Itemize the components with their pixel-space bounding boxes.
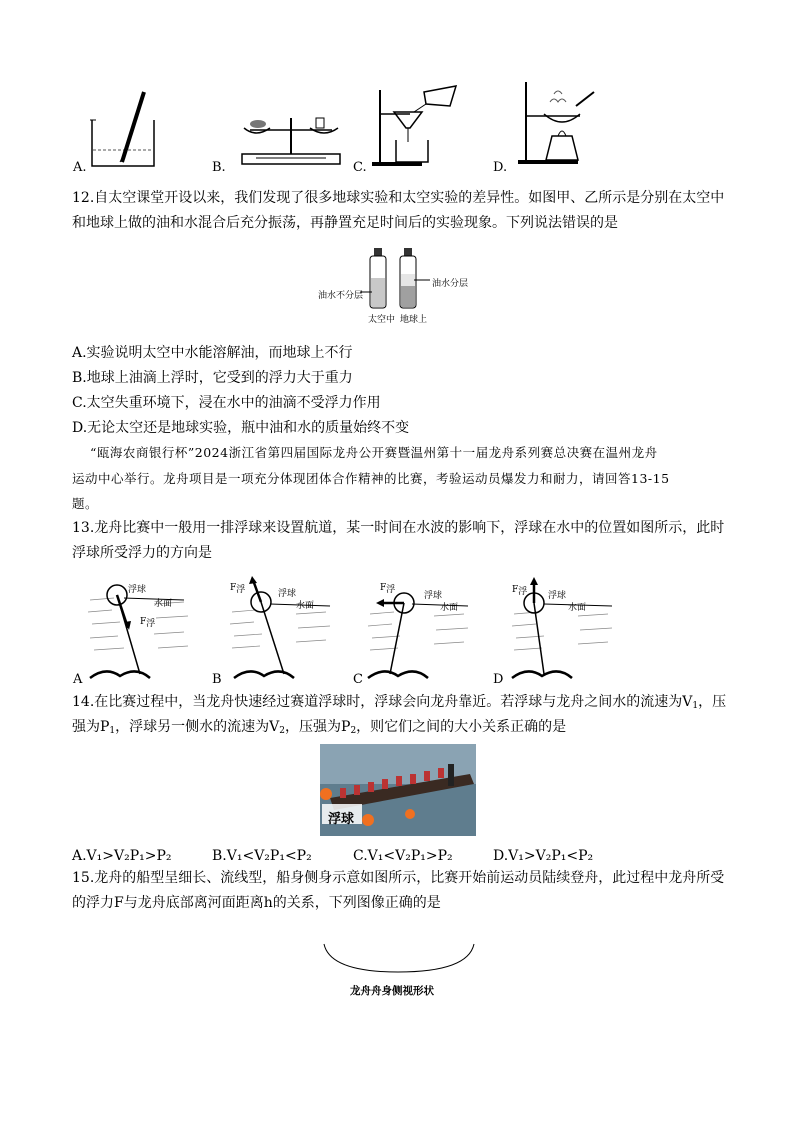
q13-b-ball-label: 浮球	[278, 589, 297, 599]
passage-line1: “瓯海农商银行杯”2024浙江省第四届国际龙舟公开赛暨温州第十一届龙舟系列赛总决赛在温州龙舟	[90, 445, 658, 460]
q13-a-force-label: F浮	[140, 617, 156, 629]
q13-option-c[interactable]: C	[353, 672, 363, 687]
q13-b-force-label: F浮	[230, 583, 246, 595]
q15-stem-line2: 的浮力F与龙舟底部离河面距离h的关系，下列图像正确的是	[72, 895, 441, 911]
q13-d-water-label: 水面	[568, 603, 587, 613]
q12-option-d[interactable]: D.无论太空还是地球实验，瓶中油和水的质量始终不变	[72, 420, 410, 436]
q15-figure-caption: 龙舟舟身侧视形状	[350, 985, 434, 997]
q13-d-ball-label: 浮球	[548, 591, 567, 601]
q13-option-d[interactable]: D	[493, 672, 504, 687]
q12-label-right: 油水分层	[432, 279, 469, 289]
q12-caption-earth: 地球上	[400, 315, 428, 325]
q11-option-b[interactable]: B.	[212, 160, 226, 175]
passage-line2: 运动中心举行。龙舟项目是一项充分体现团体合作精神的比赛，考验运动员爆发力和耐力，请回答13-15	[72, 471, 670, 486]
q13-option-b[interactable]: B	[212, 672, 222, 687]
q13-c-force-label: F浮	[380, 583, 396, 595]
photo-buoy-label: 浮球	[328, 812, 355, 827]
q11-option-d[interactable]: D.	[493, 160, 508, 175]
q14-option-a[interactable]: A.V₁>V₂P₁>P₂	[72, 848, 172, 864]
q13-stem-line1: 13.龙舟比赛中一般用一排浮球来设置航道，某一时间在水波的影响下，浮球在水中的位置如图所示，此时	[72, 520, 725, 536]
q13-option-a[interactable]: A	[73, 672, 83, 687]
q14-stem-line2: 强为$P_1$，浮球另一侧水的流速为$V_2$，压强为$P_2$，则它们之间的大小关系正确的是	[72, 719, 567, 736]
q11-option-a[interactable]: A.	[73, 160, 87, 175]
q12-option-a[interactable]: A.实验说明太空中水能溶解油，而地球上不行	[72, 345, 353, 361]
q12-option-b[interactable]: B.地球上油滴上浮时，它受到的浮力大于重力	[72, 370, 353, 386]
q13-a-water-label: 水面	[154, 599, 173, 609]
q14-option-c[interactable]: C.V₁<V₂P₁>P₂	[353, 848, 453, 864]
q15-stem-line1: 15.龙舟的船型呈细长、流线型，船身侧身示意如图所示，比赛开始前运动员陆续登舟，此过程中龙舟所受	[72, 870, 725, 886]
dragon-boat-photo	[320, 744, 476, 836]
q12-stem-line2: 和地球上做的油和水混合后充分振荡，再静置充足时间后的实验现象。下列说法错误的是	[72, 215, 618, 231]
oil-water-bottles-icon	[366, 244, 436, 310]
beaker-stirring-rod-icon	[88, 88, 168, 170]
q14-option-b[interactable]: B.V₁<V₂P₁<P₂	[212, 848, 312, 864]
evaporation-dish-icon	[518, 80, 608, 170]
q13-b-water-label: 水面	[296, 601, 315, 611]
q12-option-c[interactable]: C.太空失重环境下，浸在水中的油滴不受浮力作用	[72, 395, 381, 411]
q12-caption-space: 太空中	[368, 315, 396, 325]
q12-stem-line1: 12.自太空课堂开设以来，我们发现了很多地球实验和太空实验的差异性。如图甲、乙所示是分别在太空中	[72, 190, 725, 206]
q14-option-d[interactable]: D.V₁>V₂P₁<P₂	[493, 848, 594, 864]
balance-scale-icon	[236, 108, 346, 170]
q14-stem-line1: 14.在比赛过程中，当龙舟快速经过赛道浮球时，浮球会向龙舟靠近。若浮球与龙舟之间水的流速为$V_1$，压	[72, 694, 727, 711]
q13-c-ball-label: 浮球	[424, 591, 443, 601]
q12-label-left: 油水不分层	[318, 291, 364, 301]
passage-line3: 题。	[72, 496, 99, 511]
q13-d-force-label: F浮	[512, 585, 528, 597]
filtration-stand-icon	[366, 84, 466, 170]
q13-stem-line2: 浮球所受浮力的方向是	[72, 545, 212, 561]
q11-option-c[interactable]: C.	[353, 160, 367, 175]
q13-a-ball-label: 浮球	[128, 585, 147, 595]
q13-c-water-label: 水面	[440, 603, 459, 613]
boat-side-profile-icon	[320, 942, 480, 976]
